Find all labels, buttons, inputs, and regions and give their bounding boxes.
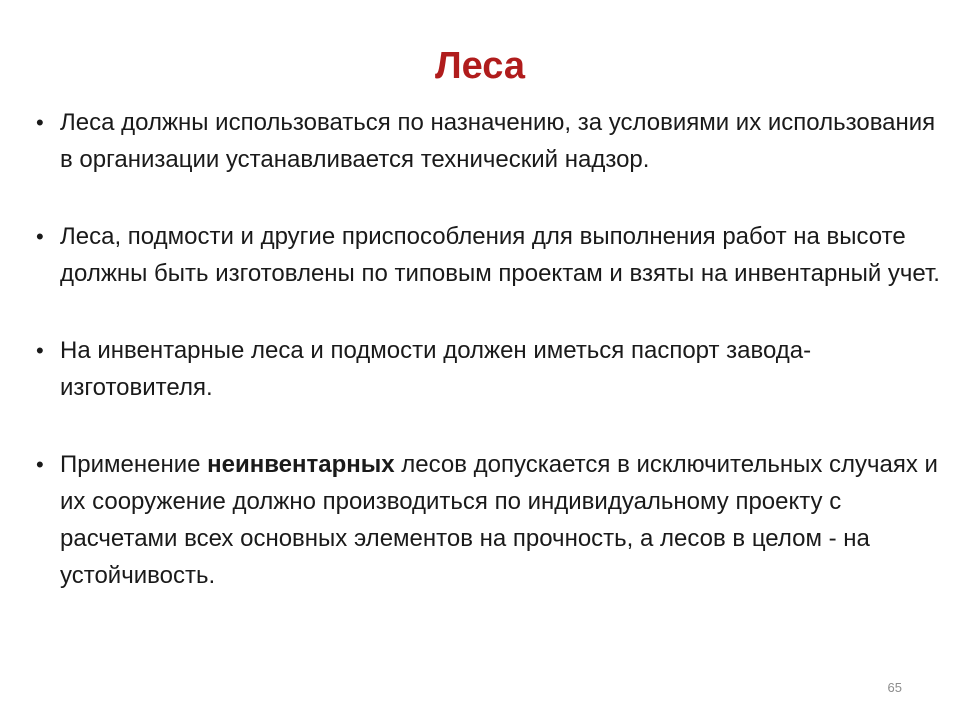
bullet-text: Леса, подмости и другие приспособления для выполнения работ на высоте должны быть изготовлены по типовым проектам и взяты на инвентарный учет. bbox=[60, 223, 940, 287]
bullet-text: На инвентарные леса и подмости должен иметься паспорт завода-изготовителя. bbox=[60, 337, 812, 401]
bullet-text-emphasis: неинвентарных bbox=[207, 451, 395, 478]
bullet-text: Леса должны использоваться по назначению, за условиями их использования в организации устанавливается технический надзор. bbox=[60, 109, 936, 173]
bullet-dot-icon: • bbox=[36, 110, 44, 135]
bullet-dot-icon: • bbox=[36, 452, 44, 477]
bullet-item-manufacture bbox=[36, 218, 940, 292]
bullet-text-after: лесов допускается в исключительных случаях и их сооружение должно производиться по индивидуальному проекту с расчетами всех основных элементов на прочность, а лесов в целом - на устойчивость. bbox=[60, 451, 938, 589]
bullet-dot-icon: • bbox=[36, 338, 44, 363]
bullet-list bbox=[36, 104, 940, 594]
slide-title: Леса bbox=[434, 45, 526, 87]
bullet-item-usage bbox=[36, 104, 940, 178]
page-number: 65 bbox=[887, 680, 902, 695]
bullet-item-passport bbox=[36, 332, 940, 406]
bullet-text-before: Применение bbox=[60, 451, 208, 478]
bullet-item-non-inventory bbox=[36, 446, 940, 594]
bullet-dot-icon: • bbox=[36, 224, 44, 249]
